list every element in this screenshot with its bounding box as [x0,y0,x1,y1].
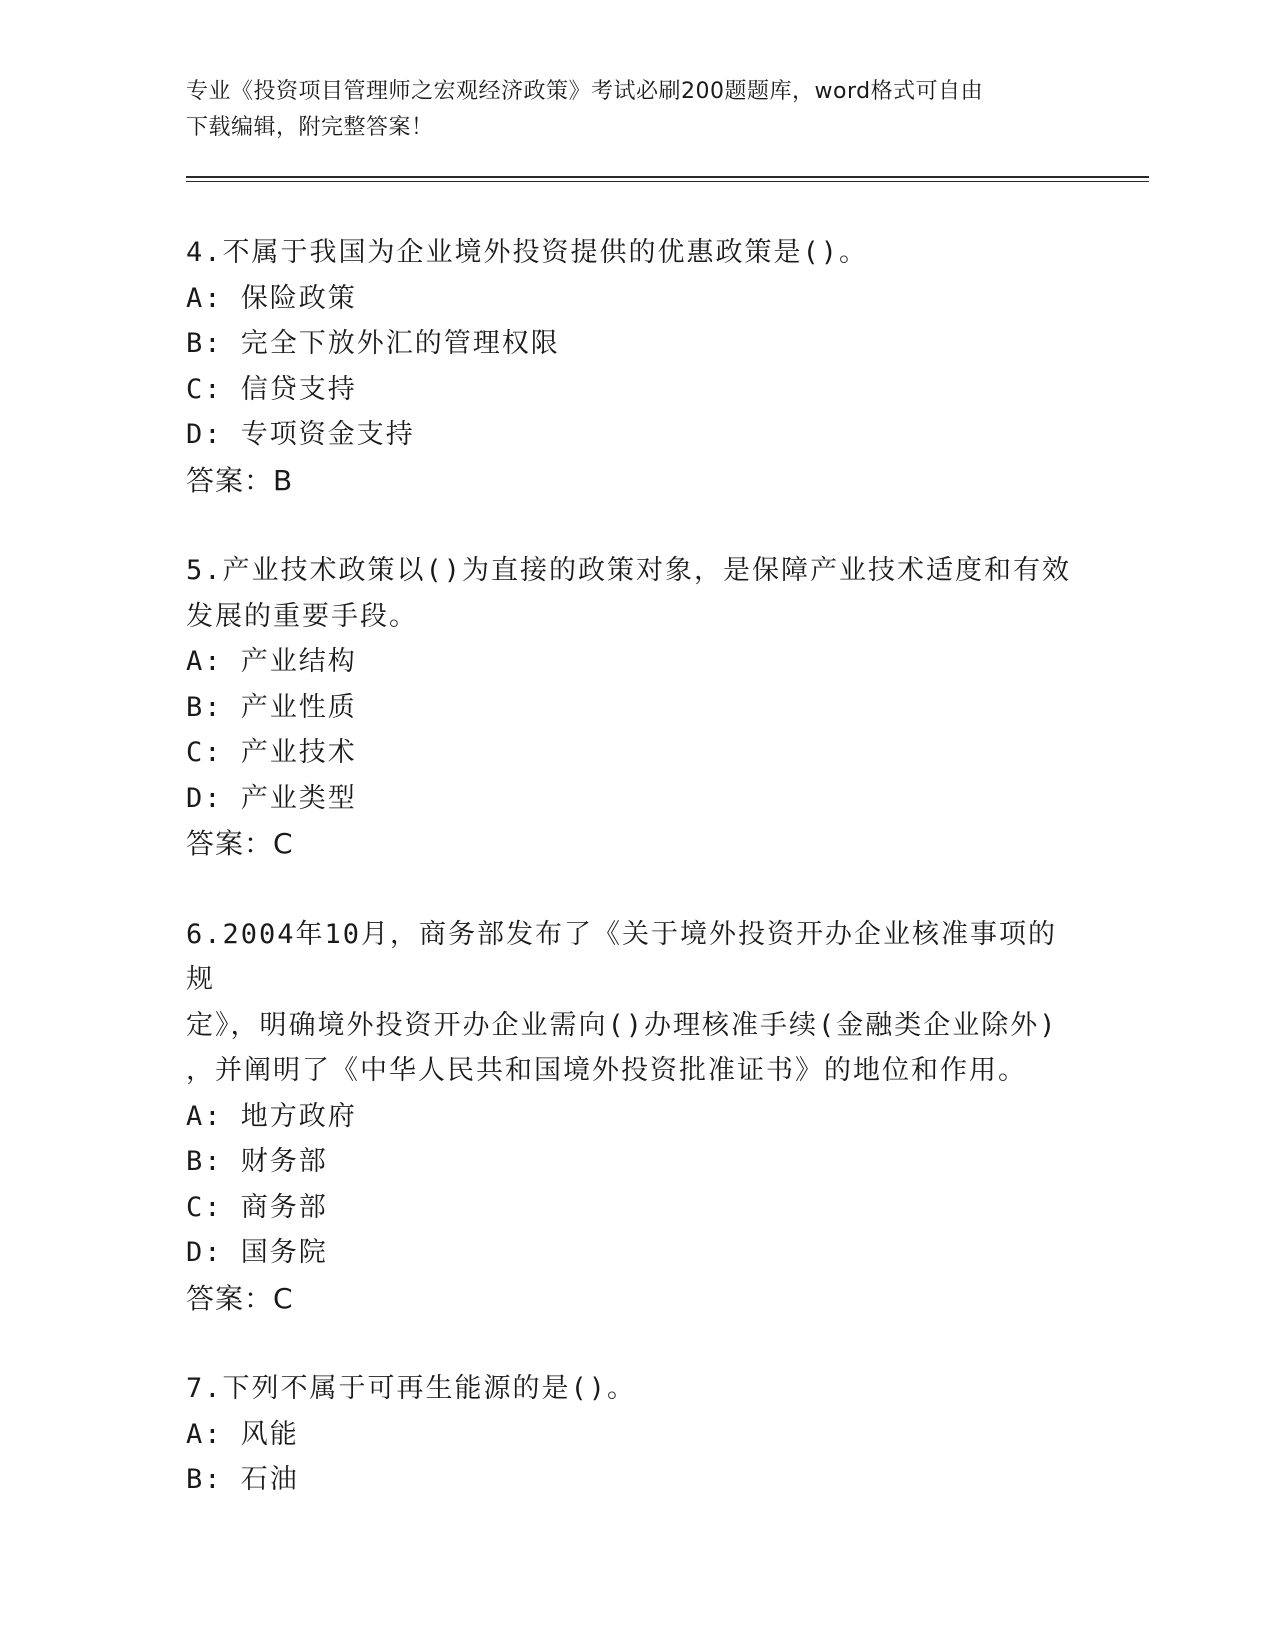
question-list [186,230,1086,1548]
option-b: B: 产业性质 [186,691,357,723]
answer-label: 答案：C [186,1281,294,1315]
question-5 [186,548,1086,867]
question-stem-line: 6.2004年10月，商务部发布了《关于境外投资开办企业核准事项的规 [186,918,1058,995]
header-divider-thin [186,181,1149,182]
option-b: B: 财务部 [186,1146,328,1177]
question-stem-line: ，并阐明了《中华人民共和国境外投资批准证书》的地位和作用。 [186,1055,1027,1086]
answer-label: 答案：C [186,827,294,860]
header-divider-thick [186,176,1149,178]
option-b: B: 完全下放外汇的管理权限 [186,328,560,359]
question-4 [186,230,1086,503]
option-a: A: 产业结构 [186,646,357,677]
option-b: B: 石油 [186,1464,299,1495]
option-c: C: 商务部 [186,1191,328,1223]
question-stem-line: 7.下列不属于可再生能源的是()。 [186,1373,637,1404]
answer-label: 答案：B [186,463,294,497]
option-c: C: 产业技术 [186,737,357,768]
option-a: A: 保险政策 [186,282,357,314]
option-a: A: 地方政府 [186,1100,357,1132]
question-7 [186,1366,1086,1503]
question-stem-line: 5.产业技术政策以()为直接的政策对象，是保障产业技术适度和有效 [186,555,1072,586]
question-stem-line: 发展的重要手段。 [186,600,418,632]
option-d: D: 国务院 [186,1237,328,1268]
question-stem-line: 4.不属于我国为企业境外投资提供的优惠政策是()。 [186,237,869,268]
option-a: A: 风能 [186,1418,299,1450]
question-6 [186,912,1086,1322]
option-d: D: 专项资金支持 [186,419,415,450]
option-c: C: 信贷支持 [186,373,357,405]
document-header [186,74,1066,146]
header-line-1: 专业《投资项目管理师之宏观经济政策》考试必刷200题题库，word格式可自由 [186,79,984,104]
option-d: D: 产业类型 [186,782,357,814]
question-stem-line: 定》，明确境外投资开办企业需向()办理核准手续(金融类企业除外) [186,1009,1058,1041]
header-line-2: 下载编辑，附完整答案！ [186,115,434,140]
